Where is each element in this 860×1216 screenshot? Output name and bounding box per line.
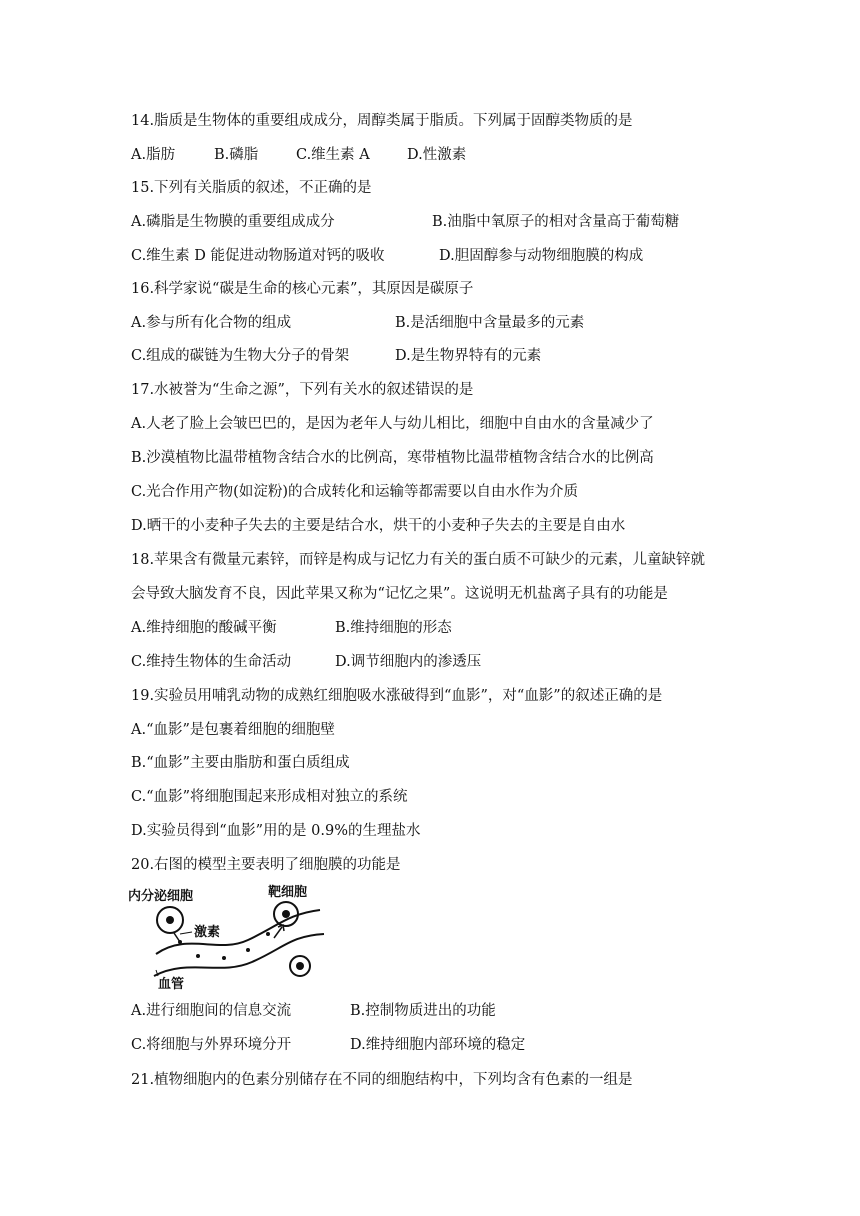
- q20-option-a: A.进行细胞间的信息交流: [131, 1003, 292, 1019]
- other-nucleus: [296, 962, 304, 970]
- q18-option-c: C.维持生物体的生命活动: [131, 654, 292, 670]
- q14-option-c: C.维生素 A: [296, 147, 370, 163]
- hormone-molecule: [266, 932, 270, 936]
- target-nucleus: [282, 910, 290, 918]
- q14-option-b: B.磷脂: [214, 147, 259, 163]
- q19-option-c: C.“血影”将细胞围起来形成相对独立的系统: [131, 789, 408, 805]
- hormone-molecule: [196, 954, 200, 958]
- q19-option-a: A.“血影”是包裹着细胞的细胞壁: [131, 722, 335, 738]
- q20-option-c: C.将细胞与外界环境分开: [131, 1037, 292, 1053]
- hormone-pointer: [180, 932, 192, 934]
- q17-option-b: B.沙漠植物比温带植物含结合水的比例高，寒带植物比温带植物含结合水的比例高: [131, 450, 654, 466]
- q16-option-a: A.参与所有化合物的组成: [131, 315, 292, 331]
- target-arrow: [274, 927, 282, 938]
- hormone-signaling-diagram: [128, 884, 328, 990]
- q16-option-d: D.是生物界特有的元素: [395, 348, 542, 364]
- vessel-wall-upper: [156, 910, 320, 954]
- q19-stem: 19.实验员用哺乳动物的成熟红细胞吸水涨破得到“血影”，对“血影”的叙述正确的是: [131, 688, 663, 704]
- q14-option-a: A.脂肪: [131, 147, 176, 163]
- q14-option-d: D.性激素: [407, 147, 467, 163]
- q17-option-a: A.人老了脸上会皱巴巴的，是因为老年人与幼儿相比，细胞中自由水的含量减少了: [131, 416, 654, 432]
- hormone-molecule: [222, 956, 226, 960]
- hormone-molecule: [246, 948, 250, 952]
- label-blood-vessel: 血管: [158, 977, 185, 990]
- q14-stem: 14.脂质是生物体的重要组成成分，周醇类属于脂质。下列属于固醇类物质的是: [131, 113, 633, 129]
- q16-stem: 16.科学家说“碳是生命的核心元素”，其原因是碳原子: [131, 281, 474, 297]
- q17-option-c: C.光合作用产物(如淀粉)的合成转化和运输等都需要以自由水作为介质: [131, 484, 578, 500]
- q19-option-b: B.“血影”主要由脂肪和蛋白质组成: [131, 755, 350, 771]
- secretion-arrow: [174, 933, 180, 942]
- q20-stem: 20.右图的模型主要表明了细胞膜的功能是: [131, 857, 401, 873]
- q17-option-d: D.晒干的小麦种子失去的主要是结合水，烘干的小麦种子失去的主要是自由水: [131, 518, 626, 534]
- q15-option-b: B.油脂中氧原子的相对含量高于葡萄糖: [432, 214, 680, 230]
- q19-option-d: D.实验员得到“血影”用的是 0.9%的生理盐水: [131, 823, 421, 839]
- endocrine-nucleus: [166, 916, 174, 924]
- q18-option-a: A.维持细胞的酸碱平衡: [131, 620, 277, 636]
- q16-option-b: B.是活细胞中含量最多的元素: [395, 315, 585, 331]
- q18-stem-line1: 18.苹果含有微量元素锌，而锌是构成与记忆力有关的蛋白质不可缺少的元素，儿童缺锌就: [131, 552, 706, 568]
- q16-option-c: C.组成的碳链为生物大分子的骨架: [131, 348, 350, 364]
- label-hormone: 激素: [194, 925, 221, 940]
- q21-stem: 21.植物细胞内的色素分别储存在不同的细胞结构中，下列均含有色素的一组是: [131, 1072, 633, 1088]
- label-endocrine-cell: 内分泌细胞: [128, 889, 194, 904]
- q17-stem: 17.水被誉为“生命之源”，下列有关水的叙述错误的是: [131, 382, 474, 398]
- q15-option-c: C.维生素 D 能促进动物肠道对钙的吸收: [131, 248, 385, 264]
- q18-stem-line2: 会导致大脑发育不良，因此苹果又称为“记忆之果”。这说明无机盐离子具有的功能是: [131, 586, 668, 602]
- q20-option-b: B.控制物质进出的功能: [350, 1003, 496, 1019]
- q18-option-b: B.维持细胞的形态: [335, 620, 452, 636]
- q18-option-d: D.调节细胞内的渗透压: [335, 654, 482, 670]
- q15-stem: 15.下列有关脂质的叙述，不正确的是: [131, 180, 372, 196]
- label-target-cell: 靶细胞: [268, 885, 308, 900]
- q20-option-d: D.维持细胞内部环境的稳定: [350, 1037, 526, 1053]
- q15-option-d: D.胆固醇参与动物细胞膜的构成: [439, 248, 644, 264]
- q15-option-a: A.磷脂是生物膜的重要组成成分: [131, 214, 335, 230]
